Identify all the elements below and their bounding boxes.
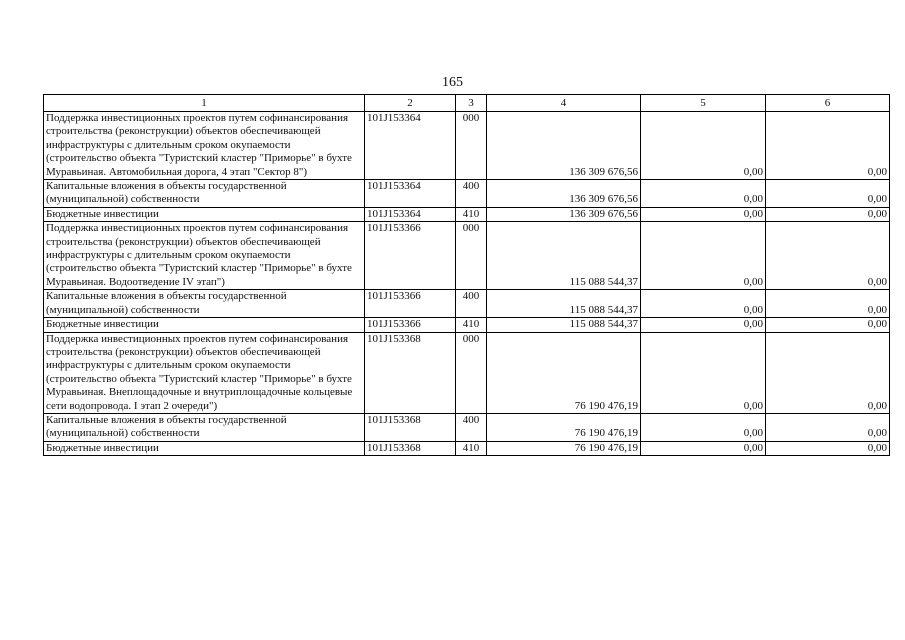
item-name-cell: Бюджетные инвестиции xyxy=(44,441,365,455)
item-name-cell: Поддержка инвестиционных проектов путем софинансирования строительства (реконструкции) объектов обеспечивающей инфраструктуры с длительным сроком окупаемости (строительство объекта "Туристский кластер "Приморье" в бухте Муравьиная. Водоотведение IV этап") xyxy=(44,222,365,290)
item-name-cell: Бюджетные инвестиции xyxy=(44,318,365,332)
table-row xyxy=(44,318,890,332)
amount-col4-cell: 76 190 476,19 xyxy=(487,332,641,413)
expense-type-cell: 410 xyxy=(456,207,487,221)
amount-col4-cell: 76 190 476,19 xyxy=(487,441,641,455)
amount-col4-cell: 136 309 676,56 xyxy=(487,112,641,180)
budget-table xyxy=(43,94,890,456)
amount-col6-cell: 0,00 xyxy=(766,290,890,318)
table-row xyxy=(44,413,890,441)
amount-col5-cell: 0,00 xyxy=(641,222,766,290)
target-code-cell: 101J153368 xyxy=(365,441,456,455)
amount-col5-cell: 0,00 xyxy=(641,441,766,455)
column-header-4: 4 xyxy=(487,95,641,112)
table-row xyxy=(44,290,890,318)
amount-col6-cell: 0,00 xyxy=(766,207,890,221)
expense-type-cell: 000 xyxy=(456,112,487,180)
table-row xyxy=(44,332,890,413)
column-header-1: 1 xyxy=(44,95,365,112)
target-code-cell: 101J153364 xyxy=(365,180,456,208)
item-name-cell: Капитальные вложения в объекты государственной (муниципальной) собственности xyxy=(44,180,365,208)
amount-col5-cell: 0,00 xyxy=(641,318,766,332)
expense-type-cell: 400 xyxy=(456,180,487,208)
target-code-cell: 101J153366 xyxy=(365,222,456,290)
column-header-6: 6 xyxy=(766,95,890,112)
amount-col6-cell: 0,00 xyxy=(766,180,890,208)
page-number: 165 xyxy=(442,75,463,90)
table-row xyxy=(44,180,890,208)
expense-type-cell: 000 xyxy=(456,332,487,413)
item-name-cell: Капитальные вложения в объекты государственной (муниципальной) собственности xyxy=(44,290,365,318)
expense-type-cell: 410 xyxy=(456,441,487,455)
amount-col4-cell: 136 309 676,56 xyxy=(487,207,641,221)
amount-col4-cell: 115 088 544,37 xyxy=(487,222,641,290)
amount-col4-cell: 115 088 544,37 xyxy=(487,290,641,318)
amount-col4-cell: 136 309 676,56 xyxy=(487,180,641,208)
amount-col6-cell: 0,00 xyxy=(766,222,890,290)
table-row xyxy=(44,441,890,455)
target-code-cell: 101J153368 xyxy=(365,413,456,441)
target-code-cell: 101J153366 xyxy=(365,290,456,318)
amount-col5-cell: 0,00 xyxy=(641,112,766,180)
column-header-5: 5 xyxy=(641,95,766,112)
table-row xyxy=(44,112,890,180)
amount-col4-cell: 76 190 476,19 xyxy=(487,413,641,441)
target-code-cell: 101J153364 xyxy=(365,112,456,180)
expense-type-cell: 400 xyxy=(456,290,487,318)
expense-type-cell: 400 xyxy=(456,413,487,441)
amount-col5-cell: 0,00 xyxy=(641,290,766,318)
amount-col5-cell: 0,00 xyxy=(641,180,766,208)
amount-col6-cell: 0,00 xyxy=(766,441,890,455)
expense-type-cell: 000 xyxy=(456,222,487,290)
expense-type-cell: 410 xyxy=(456,318,487,332)
amount-col5-cell: 0,00 xyxy=(641,413,766,441)
table-row xyxy=(44,207,890,221)
item-name-cell: Поддержка инвестиционных проектов путем софинансирования строительства (реконструкции) объектов обеспечивающей инфраструктуры с длительным сроком окупаемости (строительство объекта "Туристский кластер "Приморье" в бухте Муравьиная. Автомобильная дорога, 4 этап "Сектор 8") xyxy=(44,112,365,180)
target-code-cell: 101J153366 xyxy=(365,318,456,332)
target-code-cell: 101J153368 xyxy=(365,332,456,413)
amount-col6-cell: 0,00 xyxy=(766,112,890,180)
amount-col4-cell: 115 088 544,37 xyxy=(487,318,641,332)
table-row xyxy=(44,222,890,290)
amount-col5-cell: 0,00 xyxy=(641,207,766,221)
item-name-cell: Бюджетные инвестиции xyxy=(44,207,365,221)
target-code-cell: 101J153364 xyxy=(365,207,456,221)
table-header-row xyxy=(44,95,890,112)
column-header-3: 3 xyxy=(456,95,487,112)
item-name-cell: Капитальные вложения в объекты государственной (муниципальной) собственности xyxy=(44,413,365,441)
amount-col6-cell: 0,00 xyxy=(766,318,890,332)
column-header-2: 2 xyxy=(365,95,456,112)
amount-col6-cell: 0,00 xyxy=(766,413,890,441)
item-name-cell: Поддержка инвестиционных проектов путем софинансирования строительства (реконструкции) объектов обеспечивающей инфраструктуры с длительным сроком окупаемости (строительство объекта "Туристский кластер "Приморье" в бухте Муравьиная. Внеплощадочные и внутриплощадочные кольцевые сети водопровода. I этап 2 очереди") xyxy=(44,332,365,413)
amount-col5-cell: 0,00 xyxy=(641,332,766,413)
amount-col6-cell: 0,00 xyxy=(766,332,890,413)
